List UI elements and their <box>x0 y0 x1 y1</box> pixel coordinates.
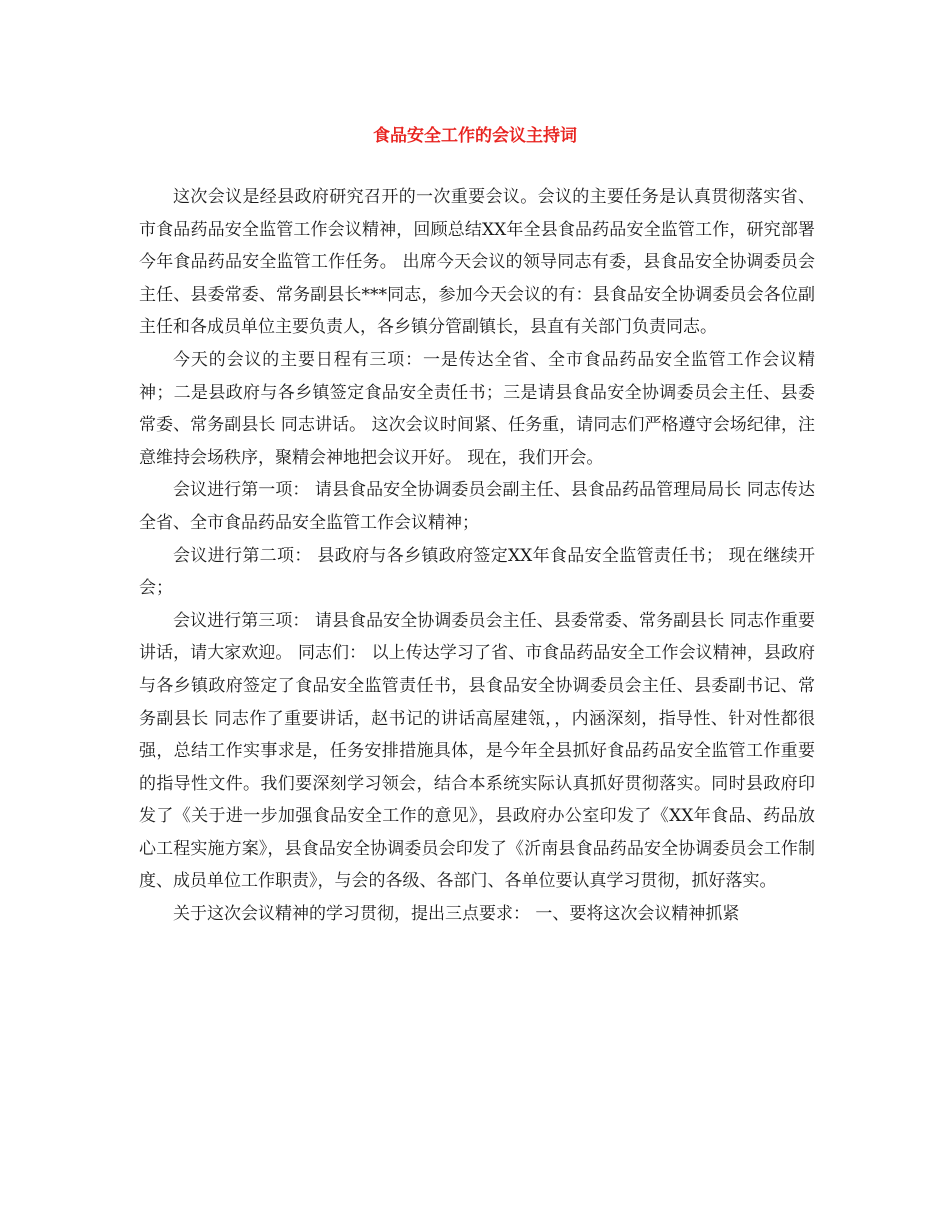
paragraph-agenda: 今天的会议的主要日程有三项：一是传达全省、全市食品药品安全监管工作会议精神；二是县政府与各乡镇签定食品安全责任书；三是请县食品安全协调委员会主任、县委常委、常务副县长 同志讲话。 这次会议时间紧、任务重，请同志们严格遵守会场纪律，注意维持会场秩序，聚精会神地把会议开好。 现在，我们开会。 <box>139 349 815 468</box>
paragraph-item-two: 会议进行第二项： 县政府与各乡镇政府签定XX年食品安全监管责任书； 现在继续开会； <box>139 545 815 599</box>
document-body <box>139 181 815 931</box>
paragraph-item-one: 会议进行第一项： 请县食品安全协调委员会副主任、县食品药品管理局局长 同志传达全省、全市食品药品安全监管工作会议精神； <box>139 480 815 533</box>
paragraph-item-three: 会议进行第三项： 请县食品安全协调委员会主任、县委常委、常务副县长 同志作重要讲话，请大家欢迎。 同志们： 以上传达学习了省、市食品药品安全工作会议精神，县政府与各乡镇政府签定了食品安全监管责任书，县食品安全协调委员会主任、县委副书记、常务副县长 同志作了重要讲话，赵书记的讲话高屋建瓴，，内涵深刻，指导性、针对性都很强，总结工作实事求是，任务安排措施具体，是今年全县抓好食品药品安全监管工作重要的指导性文件。我们要深刻学习领会，结合本系统实际认真抓好贯彻落实。同时县政府印发了《关于进一步加强食品安全工作的意见》，县政府办公室印发了《XX年食品、药品放心工程实施方案》，县食品安全协调委员会印发了《沂南县食品药品安全协调委员会工作制度、成员单位工作职责》，与会的各级、各部门、各单位要认真学习贯彻，抓好落实。 <box>139 610 815 892</box>
paragraph-requirements: 关于这次会议精神的学习贯彻，提出三点要求： 一、要将这次会议精神抓紧 <box>173 904 740 925</box>
paragraph-intro: 这次会议是经县政府研究召开的一次重要会议。会议的主要任务是认真贯彻落实省、市食品药品安全监管工作会议精神，回顾总结XX年全县食品药品安全监管工作，研究部署今年食品药品安全监管工作任务。 出席今天会议的领导同志有委，县食品安全协调委员会主任、县委常委、常务副县长***同志，参加今天会议的有：县食品安全协调委员会各位副主任和各成员单位主要负责人，各乡镇分管副镇长，县直有关部门负责同志。 <box>139 187 815 338</box>
document-title: 食品安全工作的会议主持词 <box>373 126 577 146</box>
